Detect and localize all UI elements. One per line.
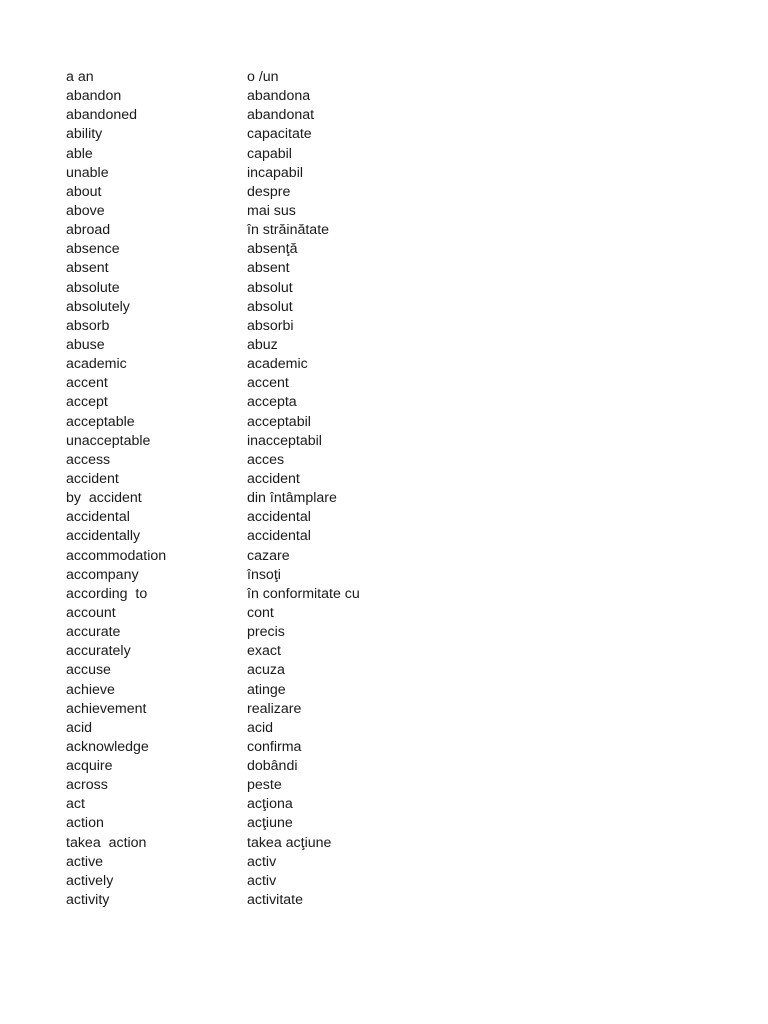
- vocab-row: [66, 585, 706, 604]
- vocab-row: [66, 240, 706, 259]
- vocab-row: [66, 68, 706, 87]
- english-term: act: [66, 796, 85, 813]
- english-term: ability: [66, 126, 103, 143]
- romanian-translation: acceptabil: [247, 413, 311, 430]
- english-term: acid: [66, 719, 93, 736]
- romanian-translation: absent: [247, 260, 290, 277]
- vocab-row: [66, 776, 706, 795]
- vocab-row: [66, 814, 706, 833]
- romanian-translation: abandonat: [247, 107, 315, 124]
- english-term: action: [66, 815, 104, 832]
- english-term: abuse: [66, 336, 105, 353]
- english-term: unable: [66, 164, 109, 181]
- english-term: unacceptable: [66, 432, 151, 449]
- romanian-translation: dobândi: [247, 758, 298, 775]
- vocab-row: [66, 164, 706, 183]
- english-term: abroad: [66, 222, 111, 239]
- english-term: accompany: [66, 566, 139, 583]
- english-term: academic: [66, 356, 127, 373]
- english-term: acknowledge: [66, 738, 149, 755]
- vocab-row: [66, 336, 706, 355]
- vocab-row: [66, 470, 706, 489]
- english-term: absolutely: [66, 298, 130, 315]
- romanian-translation: absorbi: [247, 317, 294, 334]
- vocab-row: [66, 719, 706, 738]
- vocab-row: [66, 125, 706, 144]
- english-term: accident: [66, 470, 119, 487]
- vocab-row: [66, 374, 706, 393]
- vocab-row: [66, 681, 706, 700]
- vocab-row: [66, 834, 706, 853]
- english-term: accurate: [66, 624, 121, 641]
- english-term: takea action: [66, 834, 147, 851]
- english-term: abandoned: [66, 107, 138, 124]
- vocab-row: [66, 393, 706, 412]
- vocab-row: [66, 872, 706, 891]
- romanian-translation: în străinătate: [247, 222, 330, 239]
- romanian-translation: takea acţiune: [247, 834, 332, 851]
- romanian-translation: acuza: [247, 662, 285, 679]
- romanian-translation: incapabil: [247, 164, 304, 181]
- vocab-row: [66, 221, 706, 240]
- vocab-row: [66, 489, 706, 508]
- romanian-translation: în conformitate cu: [247, 585, 360, 602]
- vocab-row: [66, 202, 706, 221]
- romanian-translation: precis: [247, 624, 285, 641]
- vocab-row: [66, 317, 706, 336]
- romanian-translation: absolut: [247, 298, 293, 315]
- english-term: achieve: [66, 681, 115, 698]
- english-term: accent: [66, 375, 108, 392]
- romanian-translation: absenţă: [247, 241, 298, 258]
- romanian-translation: peste: [247, 777, 282, 794]
- romanian-translation: mai sus: [247, 202, 296, 219]
- romanian-translation: accident: [247, 470, 300, 487]
- romanian-translation: accent: [247, 375, 289, 392]
- vocab-row: [66, 298, 706, 317]
- vocab-row: [66, 757, 706, 776]
- english-term: activity: [66, 892, 110, 909]
- vocab-row: [66, 566, 706, 585]
- romanian-translation: din întâmplare: [247, 490, 337, 507]
- romanian-translation: atinge: [247, 681, 286, 698]
- vocab-row: [66, 642, 706, 661]
- romanian-translation: confirma: [247, 738, 302, 755]
- romanian-translation: acţiune: [247, 815, 293, 832]
- vocab-row: [66, 508, 706, 527]
- vocab-row: [66, 183, 706, 202]
- english-term: acceptable: [66, 413, 135, 430]
- vocab-row: [66, 891, 706, 910]
- vocab-row: [66, 547, 706, 566]
- english-term: according to: [66, 585, 148, 602]
- english-term: actively: [66, 872, 114, 889]
- romanian-translation: accidental: [247, 528, 311, 545]
- romanian-translation: accidental: [247, 509, 311, 526]
- romanian-translation: exact: [247, 643, 281, 660]
- vocab-row: [66, 259, 706, 278]
- english-term: accommodation: [66, 547, 167, 564]
- romanian-translation: abuz: [247, 336, 278, 353]
- english-term: by accident: [66, 490, 142, 507]
- english-term: absolute: [66, 279, 120, 296]
- english-term: absent: [66, 260, 109, 277]
- english-term: accept: [66, 394, 108, 411]
- romanian-translation: capacitate: [247, 126, 312, 143]
- english-term: accidental: [66, 509, 130, 526]
- vocab-row: [66, 700, 706, 719]
- vocab-row: [66, 87, 706, 106]
- vocab-row: [66, 413, 706, 432]
- romanian-translation: despre: [247, 183, 291, 200]
- romanian-translation: capabil: [247, 145, 292, 162]
- romanian-translation: acid: [247, 719, 274, 736]
- english-term: achievement: [66, 700, 147, 717]
- vocab-row: [66, 279, 706, 298]
- english-term: account: [66, 604, 116, 621]
- vocab-row: [66, 661, 706, 680]
- vocab-row: [66, 106, 706, 125]
- vocabulary-list: [66, 68, 706, 910]
- romanian-translation: însoţi: [247, 566, 281, 583]
- romanian-translation: acces: [247, 451, 285, 468]
- romanian-translation: abandona: [247, 88, 311, 105]
- romanian-translation: inacceptabil: [247, 432, 322, 449]
- romanian-translation: academic: [247, 356, 308, 373]
- romanian-translation: o /un: [247, 69, 279, 85]
- vocab-row: [66, 738, 706, 757]
- english-term: accurately: [66, 643, 131, 660]
- vocab-row: [66, 145, 706, 164]
- english-term: absorb: [66, 317, 110, 334]
- vocab-row: [66, 355, 706, 374]
- romanian-translation: activ: [247, 872, 277, 889]
- english-term: above: [66, 202, 105, 219]
- english-term: a an: [66, 69, 94, 85]
- english-term: acquire: [66, 758, 113, 775]
- english-term: abandon: [66, 88, 122, 105]
- english-term: active: [66, 853, 104, 870]
- vocab-row: [66, 795, 706, 814]
- english-term: able: [66, 145, 93, 162]
- romanian-translation: cont: [247, 604, 274, 621]
- romanian-translation: acţiona: [247, 796, 293, 813]
- vocab-row: [66, 604, 706, 623]
- romanian-translation: activ: [247, 853, 277, 870]
- vocab-row: [66, 432, 706, 451]
- english-term: access: [66, 451, 111, 468]
- vocab-row: [66, 527, 706, 546]
- english-term: accidentally: [66, 528, 141, 545]
- vocab-row: [66, 451, 706, 470]
- vocab-row: [66, 853, 706, 872]
- romanian-translation: absolut: [247, 279, 293, 296]
- romanian-translation: activitate: [247, 892, 303, 909]
- english-term: about: [66, 183, 102, 200]
- romanian-translation: cazare: [247, 547, 290, 564]
- vocab-row: [66, 623, 706, 642]
- romanian-translation: accepta: [247, 394, 297, 411]
- romanian-translation: realizare: [247, 700, 302, 717]
- english-term: absence: [66, 241, 120, 258]
- english-term: across: [66, 777, 108, 794]
- english-term: accuse: [66, 662, 111, 679]
